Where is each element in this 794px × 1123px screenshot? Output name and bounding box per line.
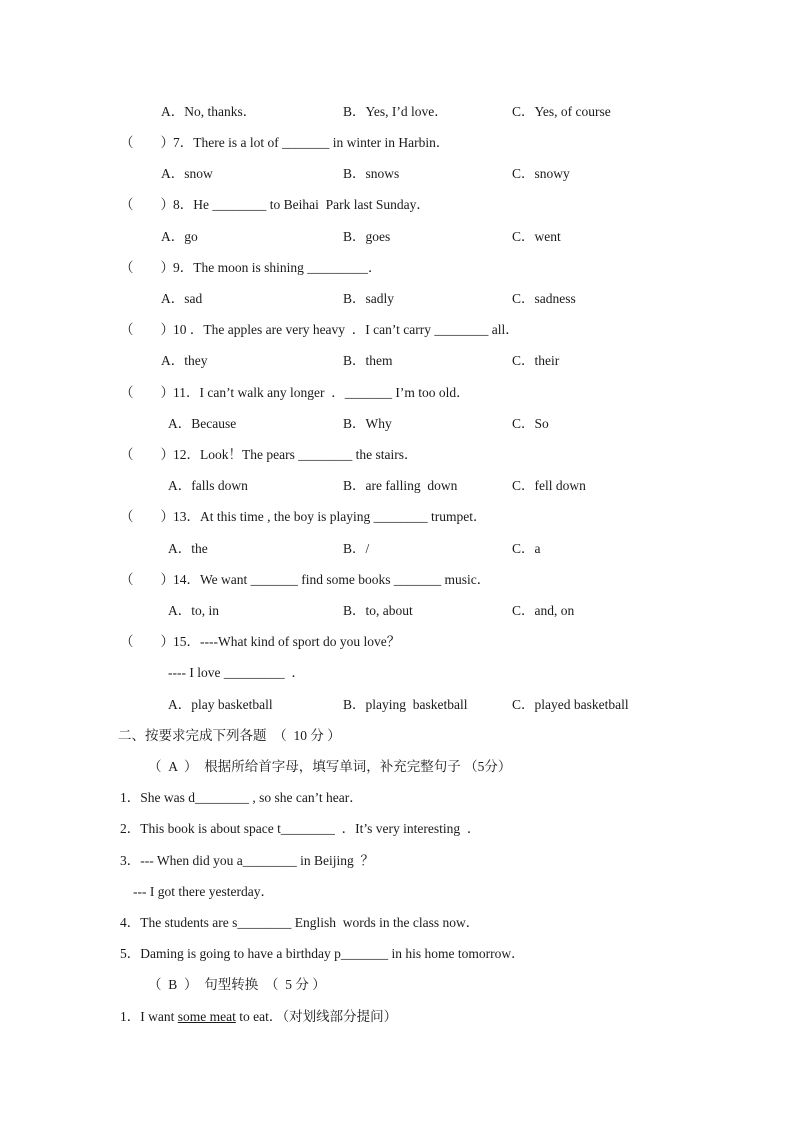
section2-heading: 二、按要求完成下列各题 （ 10 分 ）: [118, 728, 341, 743]
q8-answer-blank[interactable]: （ ）: [120, 197, 174, 212]
part-b-item-1-pre: 1．I want: [120, 1009, 178, 1024]
q15-stem-reply: ---- I love _________ ．: [168, 665, 305, 680]
q10-option-c: C．their: [512, 353, 560, 368]
q8-option-a: A．go: [161, 229, 198, 244]
q11-answer-blank[interactable]: （ ）: [120, 385, 174, 400]
q11-option-c: C．So: [512, 416, 549, 431]
q8-option-b: B．goes: [343, 229, 391, 244]
q11-stem: 11．I can’t walk any longer ．_______ I’m too old．: [173, 385, 470, 400]
q12-option-b: B．are falling down: [343, 478, 458, 493]
q10-option-a: A．they: [161, 353, 208, 368]
q15-option-b: B．playing basketball: [343, 697, 468, 712]
part-a-item-5: 5．Daming is going to have a birthday p_______ in his home tomorrow．: [120, 946, 525, 961]
q13-option-a: A．the: [168, 541, 208, 556]
q13-option-b: B．/: [343, 541, 370, 556]
q14-stem: 14．We want _______ find some books _______ music．: [173, 572, 491, 587]
q10-option-b: B．them: [343, 353, 393, 368]
q7-option-a: A．snow: [161, 166, 213, 181]
part-a-heading: （ A ） 根据所给首字母，填写单词，补充完整句子 （5分）: [148, 759, 512, 774]
q10-stem: 10 ．The apples are very heavy ．I can’t carry ________ all．: [173, 322, 519, 337]
q8-option-c: C．went: [512, 229, 561, 244]
q12-answer-blank[interactable]: （ ）: [120, 447, 174, 462]
part-a-item-3: 3．--- When did you a________ in Beijing ？: [120, 853, 374, 868]
q15-option-c: C．played basketball: [512, 697, 629, 712]
q9-option-c: C．sadness: [512, 291, 576, 306]
q7-option-b: B．snows: [343, 166, 400, 181]
q14-option-c: C．and, on: [512, 603, 575, 618]
q12-option-c: C．fell down: [512, 478, 586, 493]
q14-answer-blank[interactable]: （ ）: [120, 572, 174, 587]
q7-option-c: C．snowy: [512, 166, 570, 181]
q7-stem: 7．There is a lot of _______ in winter in Harbin．: [173, 135, 450, 150]
q11-option-b: B．Why: [343, 416, 392, 431]
q7-answer-blank[interactable]: （ ）: [120, 135, 174, 150]
q9-option-b: B．sadly: [343, 291, 395, 306]
part-a-item-4: 4．The students are s________ English words in the class now．: [120, 915, 480, 930]
q6-option-b: B．Yes, I’d love．: [343, 104, 448, 119]
part-b-item-1: [120, 1008, 397, 1026]
q12-option-a: A．falls down: [168, 478, 248, 493]
part-b-item-1-underlined: some meat: [177, 1009, 236, 1024]
q6-option-c: C．Yes, of course: [512, 104, 611, 119]
q9-stem: 9．The moon is shining _________．: [173, 260, 382, 275]
q9-answer-blank[interactable]: （ ）: [120, 260, 174, 275]
q13-answer-blank[interactable]: （ ）: [120, 509, 174, 524]
q8-stem: 8．He ________ to Beihai Park last Sunday．: [173, 197, 430, 212]
q14-option-a: A．to, in: [168, 603, 220, 618]
q10-answer-blank[interactable]: （ ）: [120, 322, 174, 337]
q9-option-a: A．sad: [161, 291, 203, 306]
q15-answer-blank[interactable]: （ ）: [120, 634, 174, 649]
q12-stem: 12．Look！The pears ________ the stairs．: [173, 447, 418, 462]
q15-stem: 15．----What kind of sport do you love？: [173, 634, 401, 649]
q11-option-a: A．Because: [168, 416, 237, 431]
q15-option-a: A．play basketball: [168, 697, 273, 712]
part-b-item-1-post: to eat．（对划线部分提问）: [235, 1009, 398, 1024]
part-a-item-2: 2．This book is about space t________ ．It’s very interesting ．: [120, 821, 481, 836]
q6-option-a: A．No, thanks．: [161, 104, 257, 119]
q13-stem: 13．At this time , the boy is playing ________ trumpet．: [173, 509, 487, 524]
q14-option-b: B．to, about: [343, 603, 413, 618]
part-a-item-3-reply: --- I got there yesterday．: [133, 884, 274, 899]
q13-option-c: C．a: [512, 541, 541, 556]
part-b-heading: （ B ） 句型转换 （ 5 分 ）: [148, 977, 326, 992]
part-a-item-1: 1．She was d________ , so she can’t hear．: [120, 790, 363, 805]
